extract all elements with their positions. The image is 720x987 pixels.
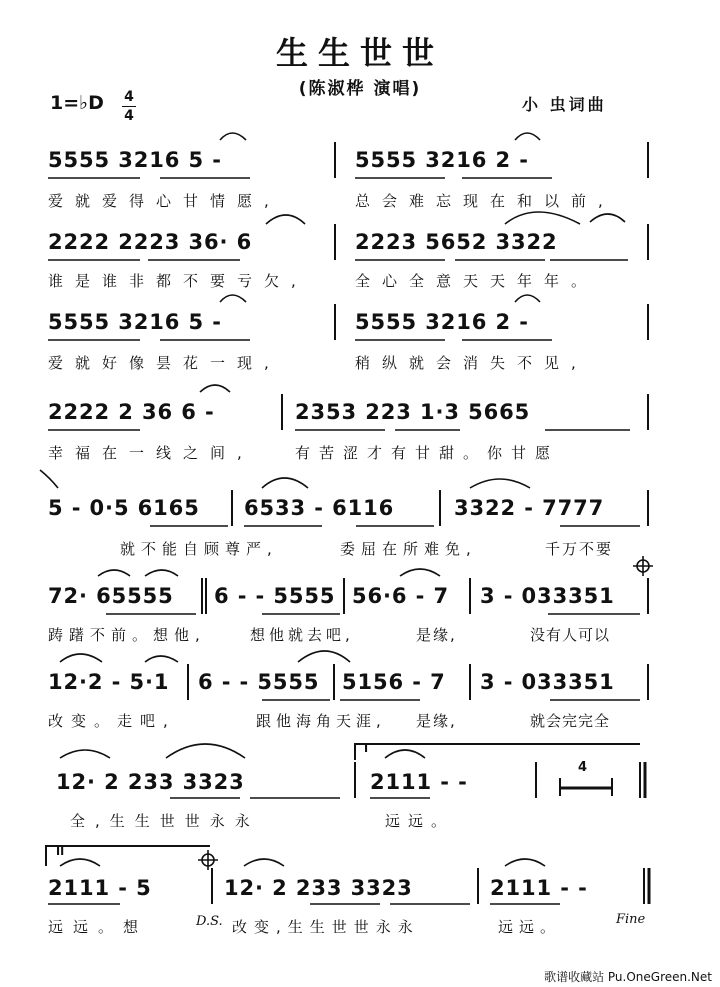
notes-row5-b: 6533 - 6116 [244,496,395,520]
lyrics-row9-a: 远远。想 [48,918,149,936]
notes-row7-b: 6 - - 5555 [198,670,320,694]
meter-top: 4 [124,89,134,105]
lyrics-row6-b: 想他就去吧, [250,626,354,644]
notes-row4-b: 2353 223 1·3 5665 [295,400,531,424]
lyrics-row7-a: 改变。走吧, [48,712,176,730]
notes-row8-b: 2111 - - [370,770,468,794]
lyrics-row3-b: 稍纵就会消失不见, [355,354,588,372]
notes-row7-a: 12·2 - 5·1 [48,670,170,694]
lyrics-row7-d: 就会完完全 [530,712,611,730]
performer-subtitle: (陈淑桦 演唱) [298,79,422,99]
ds-mark: D.S. [196,914,223,929]
lyrics-row6-a: 踌躇不前。想他, [48,626,206,644]
composer-credit: 小 虫词曲 [522,95,607,114]
lyrics-row1-b: 总会难忘现在和以前, [355,192,615,210]
lyrics-row9-b: 改变,生生世世永永 [232,918,420,936]
lyrics-row1-a: 爱就爱得心甘情愿, [48,192,281,210]
notes-row3-b: 5555 3216 2 - [355,310,529,334]
notes-row2-a: 2222 2223 36· 6 [48,230,253,254]
notes-row7-d: 3 - 033351 [480,670,615,694]
lyrics-row7-b: 跟他海角天涯, [256,712,386,730]
lyrics-row6-d: 没有人可以 [530,626,611,644]
notes-row5-c: 3322 - 7777 [454,496,605,520]
key-signature: 1=♭D [50,92,104,114]
lyrics-row8-a: 全,生生世世永永 [70,812,260,830]
lyrics-row5-a: 就不能自顾尊严, [120,540,278,558]
site-footer: 歌谱收藏站 Pu.OneGreen.Net [544,970,712,984]
notes-row8-a: 12· 2 233 3323 [56,770,245,794]
notes-row6-c: 56·6 - 7 [352,584,449,608]
notes-row9-a: 2111 - 5 [48,876,152,900]
notes-row2-b: 2223 5652 3322 [355,230,558,254]
notes-row9-b: 12· 2 233 3323 [224,876,413,900]
lyrics-row2-b: 全心全意天天年年。 [355,272,599,290]
notes-row4-a: 2222 2 36 6 - [48,400,215,424]
multi-rest-count: 4 [578,760,588,775]
notes-row6-d: 3 - 033351 [480,584,615,608]
meter-bottom: 4 [124,108,134,124]
lyrics-row5-c: 千万不要 [545,540,614,558]
notes-row1-a: 5555 3216 5 - [48,148,222,172]
song-title: 生生世世 [275,34,444,72]
lyrics-row3-a: 爱就好像昙花一现, [48,354,281,372]
lyrics-row6-c: 是缘, [416,626,457,644]
notes-row5-a: 5 - 0·5 6165 [48,496,200,520]
lyrics-row4-a: 幸福在一线之间, [48,444,254,462]
lyrics-row4-b: 有苦涩才有甘甜。你甘愿 [295,444,560,462]
notes-row9-c: 2111 - - [490,876,588,900]
volta-1-label: I [364,742,369,755]
notes-row7-c: 5156 - 7 [342,670,446,694]
volta-2-label: II [56,845,65,858]
notes-row6-a: 72· 65555 [48,584,174,608]
lyrics-row5-b: 委屈在所难免, [340,540,477,558]
lyrics-row7-c: 是缘, [416,712,457,730]
notes-row3-a: 5555 3216 5 - [48,310,222,334]
fine-mark: Fine [616,912,646,927]
lyrics-row9-c: 远远。 [498,918,562,936]
lyrics-row2-a: 谁是谁非都不要亏欠, [48,272,308,290]
lyrics-row8-b: 远远。 [385,812,455,830]
notes-row1-b: 5555 3216 2 - [355,148,529,172]
notes-row6-b: 6 - - 5555 [214,584,336,608]
